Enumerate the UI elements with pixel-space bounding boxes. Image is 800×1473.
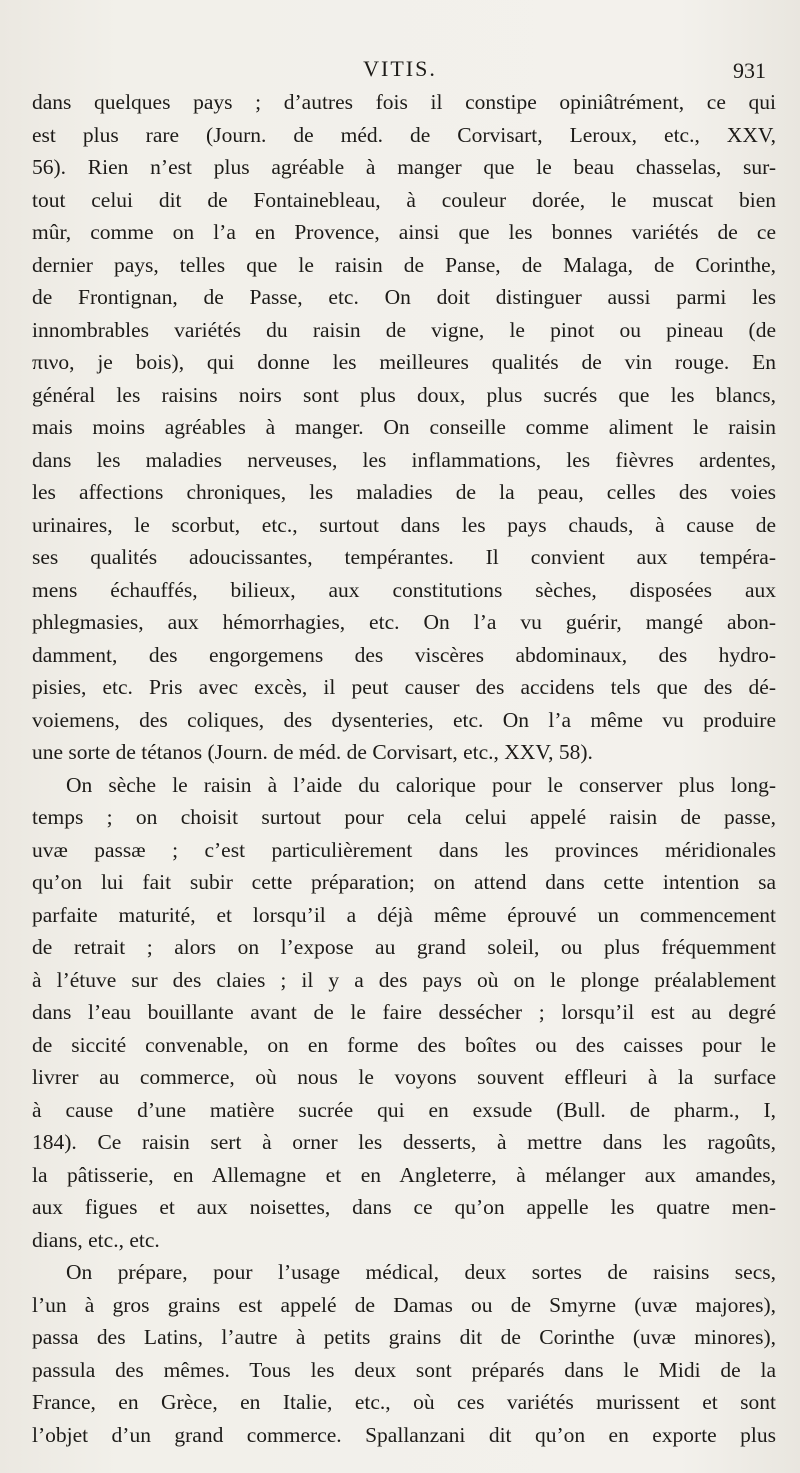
text-line: urinaires, le scorbut, etc., surtout dans les pays chauds, à cause de	[32, 512, 776, 537]
text-line: la pâtisserie, en Allemagne et en Angleterre, à mélanger aux amandes,	[32, 1162, 776, 1187]
text-line: l’objet d’un grand commerce. Spallanzani dit qu’on en exporte plus	[32, 1422, 776, 1447]
text-line: innombrables variétés du raisin de vigne, le pinot ou pineau (de	[32, 317, 776, 342]
text-line: 184). Ce raisin sert à orner les desserts, à mettre dans les ragoûts,	[32, 1130, 776, 1154]
text-line: 56). Rien n’est plus agréable à manger que le beau chasselas, sur-	[32, 155, 776, 179]
text-line: dans quelques pays ; d’autres fois il constipe opiniâtrément, ce qui	[32, 90, 776, 114]
text-line: mais moins agréables à manger. On conseille comme aliment le raisin	[32, 415, 776, 439]
text-line: l’un à gros grains est appelé de Damas ou de Smyrne (uvæ majores),	[32, 1292, 776, 1317]
text-line: voiemens, des coliques, des dysenteries, etc. On l’a même vu produire	[32, 707, 776, 732]
text-line: livrer au commerce, où nous le voyons souvent effleuri à la surface	[32, 1065, 776, 1089]
text-line: mens échauffés, bilieux, aux constitutions sèches, disposées aux	[32, 577, 776, 602]
body-text	[32, 86, 776, 1451]
text-line: On sèche le raisin à l’aide du calorique pour le conserver plus long-	[66, 772, 776, 797]
text-line: On prépare, pour l’usage médical, deux sortes de raisins secs,	[66, 1260, 776, 1284]
text-line: parfaite maturité, et lorsqu’il a déjà même éprouvé un commencement	[32, 902, 776, 927]
text-line: de Frontignan, de Passe, etc. On doit distinguer aussi parmi les	[32, 285, 776, 309]
text-line: uvæ passæ ; c’est particulièrement dans les provinces méridionales	[32, 837, 776, 862]
text-line: tout celui dit de Fontainebleau, à couleur dorée, le muscat bien	[32, 187, 776, 212]
text-line: temps ; on choisit surtout pour cela celui appelé raisin de passe,	[32, 805, 776, 829]
text-line: qu’on lui fait subir cette préparation; on attend dans cette intention sa	[32, 870, 776, 894]
text-line: passula des mêmes. Tous les deux sont préparés dans le Midi de la	[32, 1357, 776, 1382]
text-line: aux figues et aux noisettes, dans ce qu’on appelle les quatre men-	[32, 1195, 776, 1219]
text-line: dans les maladies nerveuses, les inflammations, les fièvres ardentes,	[32, 447, 776, 472]
text-line: ses qualités adoucissantes, tempérantes. Il convient aux tempéra-	[32, 545, 776, 569]
text-line: de siccité convenable, on en forme des boîtes ou des caisses pour le	[32, 1032, 776, 1057]
text-line: est plus rare (Journ. de méd. de Corvisart, Leroux, etc., XXV,	[32, 122, 776, 147]
text-line: à l’étuve sur des claies ; il y a des pays où on le plonge préalablement	[32, 967, 776, 992]
text-line: une sorte de tétanos (Journ. de méd. de Corvisart, etc., XXV, 58).	[32, 740, 593, 764]
text-line: passa des Latins, l’autre à petits grains dit de Corinthe (uvæ minores),	[32, 1325, 776, 1349]
text-line: pisies, etc. Pris avec excès, il peut causer des accidens tels que des dé-	[32, 675, 776, 699]
text-line: phlegmasies, aux hémorrhagies, etc. On l’a vu guérir, mangé abon-	[32, 610, 776, 634]
page-number: 931	[733, 58, 766, 83]
text-line: les affections chroniques, les maladies de la peau, celles des voies	[32, 480, 776, 504]
text-line: damment, des engorgemens des viscères abdominaux, des hydro-	[32, 642, 776, 667]
text-line: de retrait ; alors on l’expose au grand soleil, ou plus fréquemment	[32, 935, 776, 959]
text-line: dernier pays, telles que le raisin de Panse, de Malaga, de Corinthe,	[32, 252, 776, 277]
text-line: πινο, je bois), qui donne les meilleures qualités de vin rouge. En	[32, 350, 776, 374]
text-line: général les raisins noirs sont plus doux, plus sucrés que les blancs,	[32, 382, 776, 407]
text-line: dans l’eau bouillante avant de le faire dessécher ; lorsqu’il est au degré	[32, 1000, 776, 1024]
page-header	[0, 56, 800, 90]
text-line: France, en Grèce, en Italie, etc., où ces variétés murissent et sont	[32, 1390, 776, 1414]
running-head: VITIS.	[363, 56, 437, 81]
text-line: dians, etc., etc.	[32, 1227, 160, 1252]
text-line: à cause d’une matière sucrée qui en exsude (Bull. de pharm., I,	[32, 1097, 776, 1122]
text-line: mûr, comme on l’a en Provence, ainsi que les bonnes variétés de ce	[32, 220, 776, 244]
